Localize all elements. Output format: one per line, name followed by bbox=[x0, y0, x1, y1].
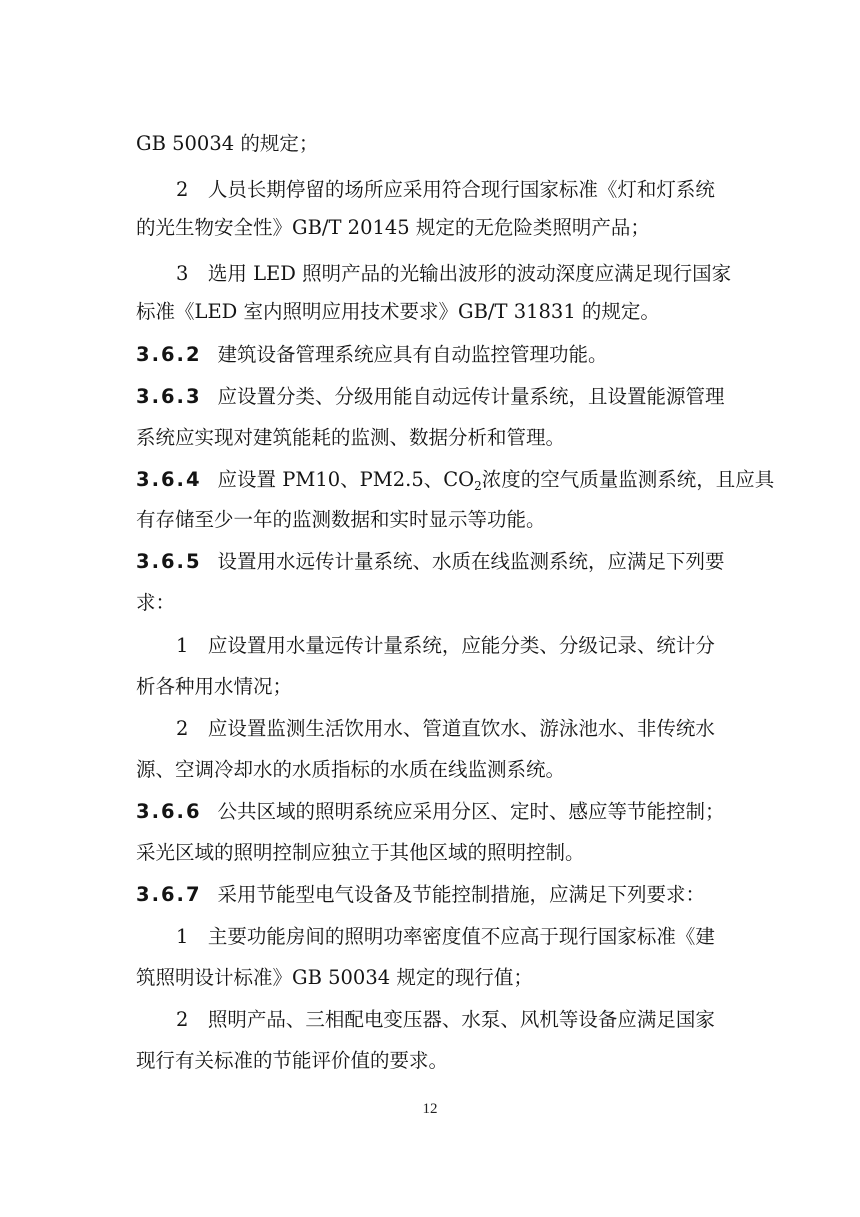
paragraph-line: 析各种用水情况； bbox=[136, 675, 293, 698]
clause-3-6-4 bbox=[136, 467, 774, 499]
list-item-line: 2 照明产品、三相配电变压器、水泵、风机等设备应满足国家 bbox=[176, 1008, 715, 1031]
page-number: 12 bbox=[422, 1101, 438, 1117]
paragraph-line: 有存储至少一年的监测数据和实时显示等功能。 bbox=[136, 508, 546, 531]
clause-3-6-3 bbox=[136, 384, 725, 410]
clause-number: 3.6.4 bbox=[136, 468, 202, 491]
paragraph-line: 系统应实现对建筑能耗的监测、数据分析和管理。 bbox=[136, 426, 566, 449]
subscript: 2 bbox=[474, 479, 482, 493]
paragraph-line: 采光区域的照明控制应独立于其他区域的照明控制。 bbox=[136, 841, 585, 864]
paragraph-line: 标准《LED 室内照明应用技术要求》GB/T 31831 的规定。 bbox=[136, 300, 660, 323]
paragraph-line: 现行有关标准的节能评价值的要求。 bbox=[136, 1049, 449, 1072]
clause-text: 应设置 PM10、PM2.5、CO bbox=[217, 468, 475, 491]
paragraph-line: 求： bbox=[136, 591, 176, 614]
clause-number: 3.6.7 bbox=[136, 883, 202, 906]
list-item-line: 2 应设置监测生活饮用水、管道直饮水、游泳池水、非传统水 bbox=[176, 717, 715, 740]
clause-3-6-5 bbox=[136, 549, 725, 575]
list-item-line: 1 主要功能房间的照明功率密度值不应高于现行国家标准《建 bbox=[176, 925, 715, 948]
clause-number: 3.6.5 bbox=[136, 550, 202, 573]
list-item-line: 3 选用 LED 照明产品的光输出波形的波动深度应满足现行国家 bbox=[176, 262, 732, 285]
clause-text: 设置用水远传计量系统、水质在线监测系统，应满足下列要 bbox=[217, 550, 725, 573]
clause-text: 采用节能型电气设备及节能控制措施，应满足下列要求： bbox=[217, 883, 706, 906]
paragraph-line: 筑照明设计标准》GB 50034 规定的现行值； bbox=[136, 966, 533, 989]
clause-number: 3.6.6 bbox=[136, 800, 202, 823]
paragraph-line: GB 50034 的规定； bbox=[136, 132, 319, 155]
clause-3-6-7 bbox=[136, 882, 705, 908]
clause-text: 应设置分类、分级用能自动远传计量系统，且设置能源管理 bbox=[217, 385, 725, 408]
clause-text: 公共区域的照明系统应采用分区、定时、感应等节能控制； bbox=[217, 800, 725, 823]
clause-3-6-6 bbox=[136, 799, 725, 825]
clause-3-6-2 bbox=[136, 342, 608, 368]
clause-text: 建筑设备管理系统应具有自动监控管理功能。 bbox=[217, 343, 608, 366]
list-item-line: 1 应设置用水量远传计量系统，应能分类、分级记录、统计分 bbox=[176, 634, 715, 657]
paragraph-line: 的光生物安全性》GB/T 20145 规定的无危险类照明产品； bbox=[136, 216, 650, 239]
clause-text: 浓度的空气质量监测系统，且应具 bbox=[481, 468, 775, 491]
paragraph-line: 源、空调冷却水的水质指标的水质在线监测系统。 bbox=[136, 758, 566, 781]
list-item-line: 2 人员长期停留的场所应采用符合现行国家标准《灯和灯系统 bbox=[176, 178, 715, 201]
clause-number: 3.6.3 bbox=[136, 385, 202, 408]
clause-number: 3.6.2 bbox=[136, 343, 202, 366]
